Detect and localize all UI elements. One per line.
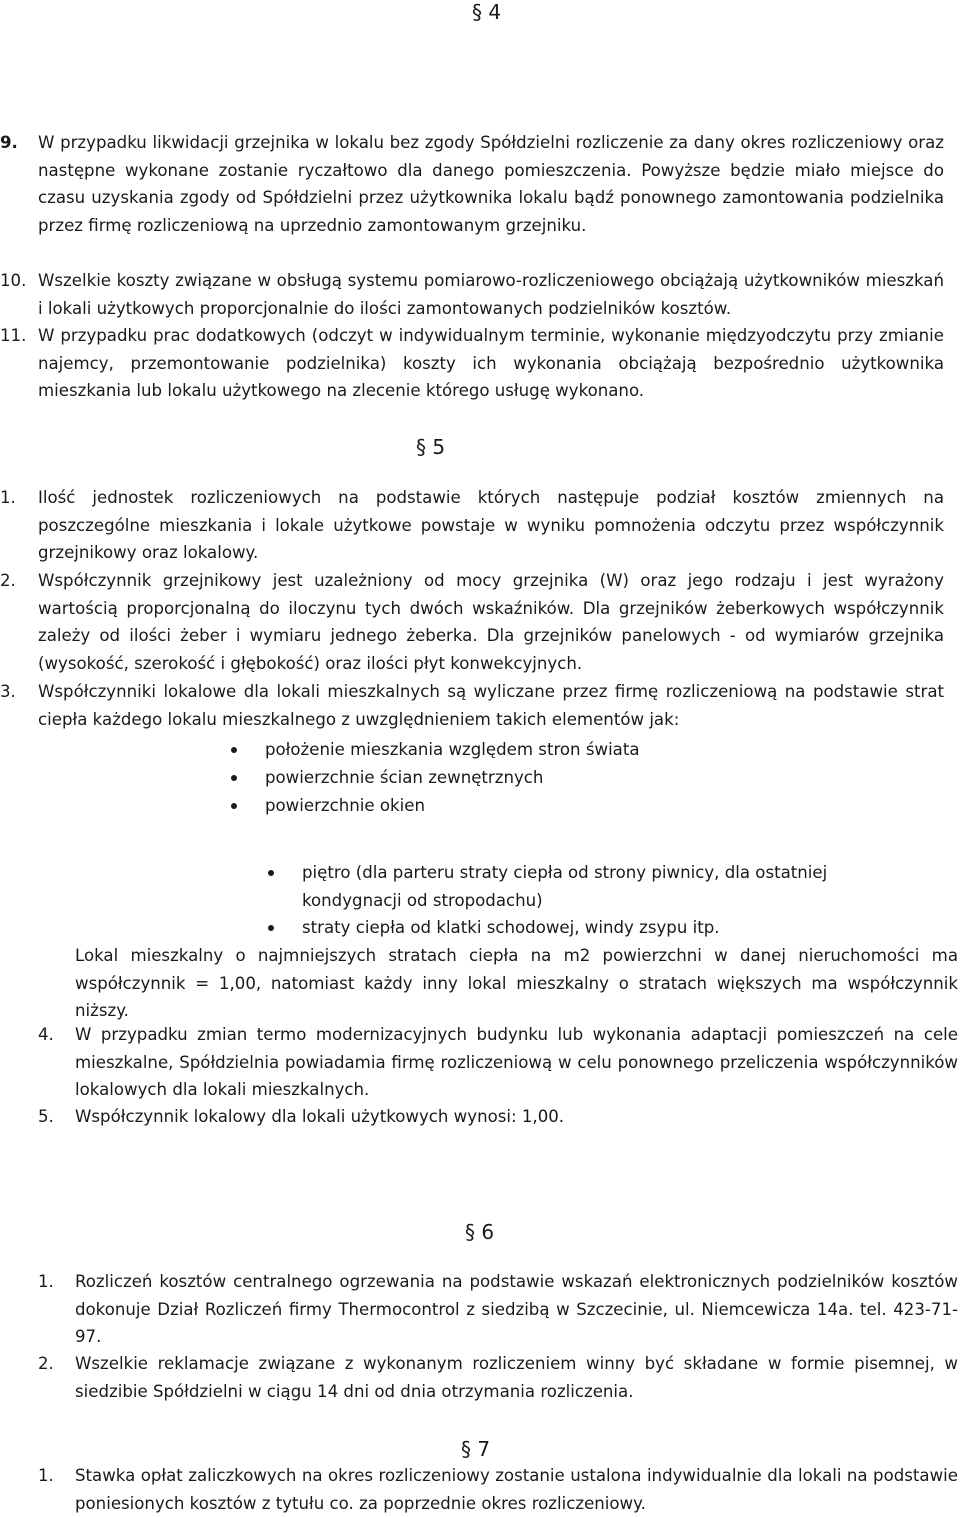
paragraph-5-4 (38, 1021, 958, 1104)
item-text: W przypadku likwidacji grzejnika w lokalu bez zgody Spółdzielni rozliczenie za dany okres rozliczeniowy oraz następne wykonane zostanie ryczałtowo dla danego pomieszczenia. Powyższe będzie miało miejsce do czasu uzyskania zgody od Spółdzielni przez użytkownika lokalu bądź ponownego zamontowania podzielnika przez firmę rozliczeniową na uprzednio zamontowanym grzejniku. (38, 133, 944, 235)
paragraph-5-2 (0, 567, 944, 677)
paragraph-6-2 (38, 1350, 958, 1405)
bullet-text: położenie mieszkania względem stron świata (265, 740, 640, 759)
item-number: 3. (0, 682, 16, 701)
item-text: W przypadku prac dodatkowych (odczyt w indywidualnym terminie, wykonanie międzyodczytu przy zmianie najemcy, przemontowanie podzielnika) koszty ich wykonania obciążają bezpośrednio użytkownika mieszkania lub lokalu użytkowego na zlecenie którego usługę wykonano. (38, 326, 944, 400)
item-text: Rozliczeń kosztów centralnego ogrzewania na podstawie wskazań elektronicznych podzielników kosztów dokonuje Dział Rozliczeń firmy Thermocontrol z siedzibą w Szczecinie, ul. Niemcewicza 14a. tel. 423-71-97. (75, 1272, 958, 1346)
item-text: Wszelkie reklamacje związane z wykonanym rozliczeniem winny być składane w formie pisemnej, w siedzibie Spółdzielni w ciągu 14 dni od dnia otrzymania rozliczenia. (75, 1354, 958, 1401)
bullet-icon (268, 925, 274, 931)
paragraph-4-11 (0, 322, 944, 405)
item-number: 11. (0, 326, 27, 345)
paragraph-4-9 (0, 129, 944, 239)
item-text: Współczynniki lokalowe dla lokali mieszkalnych są wyliczane przez firmę rozliczeniową na podstawie strat ciepła każdego lokalu mieszkalnego z uwzględnieniem takich elementów jak: (38, 682, 944, 729)
bullet-text: powierzchnie okien (265, 796, 425, 815)
paragraph-7-1 (38, 1462, 958, 1517)
section-heading-7: § 7 (461, 1437, 491, 1461)
paragraph-5-lokal: Lokal mieszkalny o najmniejszych stratach ciepła na m2 powierzchni w danej nieruchomości ma współczynnik = 1,00, natomiast każdy inny lokal mieszkalny o stratach większych ma współczynnik niższy. (75, 946, 958, 1020)
item-text: W przypadku zmian termo modernizacyjnych budynku lub wykonania adaptacji pomieszczeń na cele mieszkalne, Spółdzielnia powiadamia firmę rozliczeniową w celu ponownego przeliczenia współczynników lokalowych dla lokali mieszkalnych. (75, 1025, 958, 1099)
bullet-icon (231, 803, 237, 809)
section-heading-6: § 6 (465, 1220, 495, 1244)
item-number: 2. (0, 571, 16, 590)
paragraph-5-5 (38, 1103, 958, 1131)
bullet-icon (231, 775, 237, 781)
section-heading-5: § 5 (416, 435, 446, 459)
bullet-text-continued: kondygnacji od stropodachu) (302, 891, 543, 910)
item-number: 10. (0, 271, 27, 290)
bullet-text: powierzchnie ścian zewnętrznych (265, 768, 544, 787)
paragraph-4-10 (0, 267, 944, 322)
bullet-text: piętro (dla parteru straty ciepła od strony piwnicy, dla ostatniej (302, 863, 828, 882)
item-number: 9. (0, 133, 18, 152)
item-number: 5. (38, 1107, 54, 1126)
item-number: 1. (38, 1466, 54, 1485)
item-number: 1. (0, 488, 16, 507)
item-text: Stawka opłat zaliczkowych na okres rozliczeniowy zostanie ustalona indywidualnie dla lokali na podstawie poniesionych kosztów z tytułu co. za poprzednie okres rozliczeniowy. (75, 1466, 958, 1513)
item-number: 1. (38, 1272, 54, 1291)
item-text: Współczynnik grzejnikowy jest uzależniony od mocy grzejnika (W) oraz jego rodzaju i jest wyrażony wartością proporcjonalną do iloczynu tych dwóch wskaźników. Dla grzejników żeberkowych współczynnik zależy od ilości żeber i wymiaru jednego żeberka. Dla grzejników panelowych - od wymiarów grzejnika (wysokość, szerokość i głębokość) oraz ilości płyt konwekcyjnych. (38, 571, 944, 673)
item-number: 2. (38, 1354, 54, 1373)
paragraph-5-1 (0, 484, 944, 567)
paragraph-5-3 (0, 678, 944, 733)
bullet-icon (231, 747, 237, 753)
section-heading-4: § 4 (472, 0, 502, 24)
item-number: 4. (38, 1025, 54, 1044)
paragraph-6-1 (38, 1268, 958, 1351)
bullet-text: straty ciepła od klatki schodowej, windy zsypu itp. (302, 918, 720, 937)
item-text: Współczynnik lokalowy dla lokali użytkowych wynosi: 1,00. (75, 1107, 565, 1126)
item-text: Wszelkie koszty związane w obsługą systemu pomiarowo-rozliczeniowego obciążają użytkowników mieszkań i lokali użytkowych proporcjonalnie do ilości zamontowanych podzielników kosztów. (38, 271, 944, 318)
item-text: Ilość jednostek rozliczeniowych na podstawie których następuje podział kosztów zmiennych na poszczególne mieszkania i lokale użytkowe powstaje w wyniku pomnożenia odczytu przez współczynnik grzejnikowy oraz lokalowy. (38, 488, 944, 562)
bullet-icon (268, 870, 274, 876)
